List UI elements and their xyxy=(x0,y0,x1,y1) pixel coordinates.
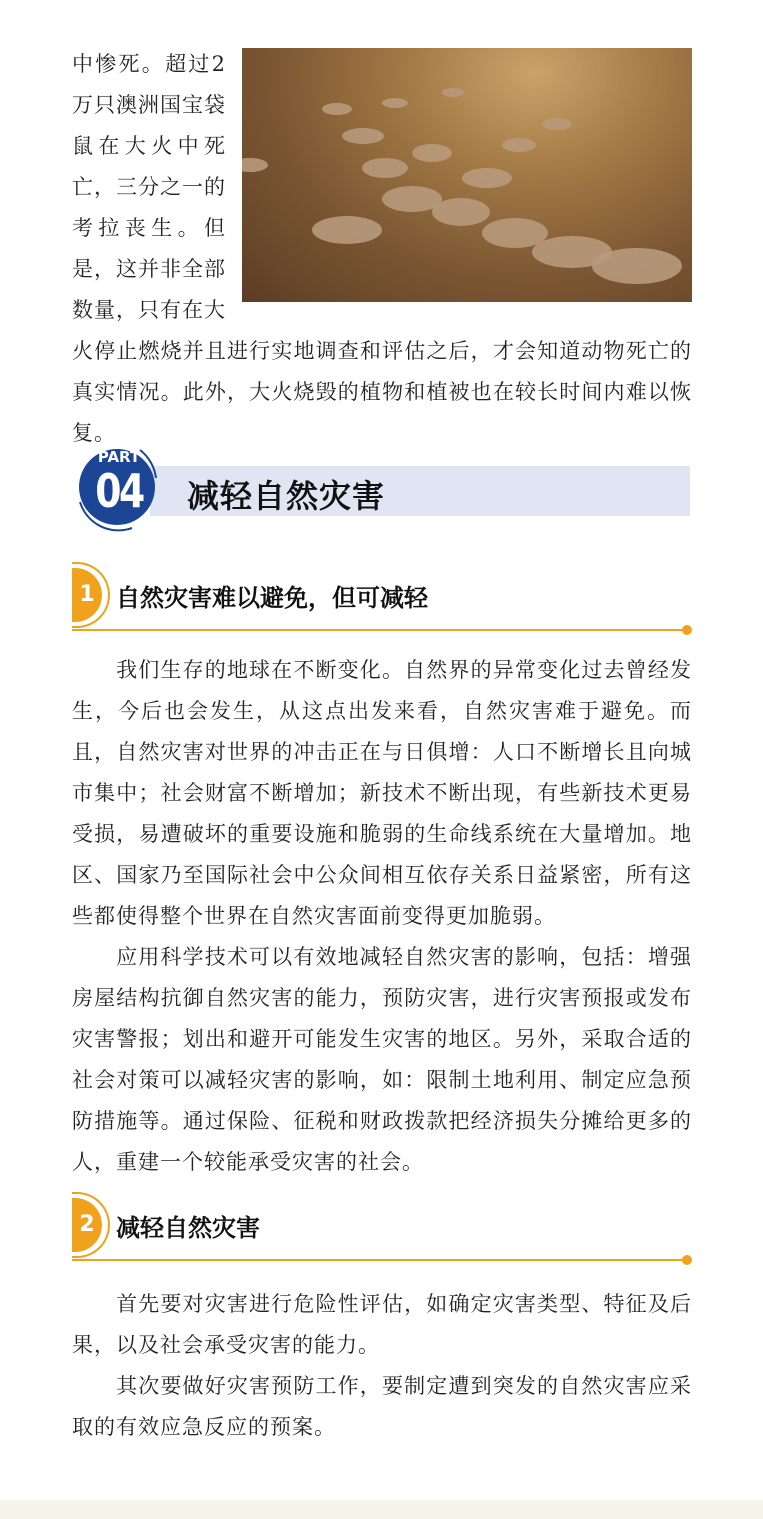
part-number: 04 xyxy=(95,464,143,518)
bushfire-animals-photo xyxy=(242,48,692,302)
section-1-paragraph-2: 应用科学技术可以有效地减轻自然灾害的影响，包括：增强房屋结构抗御自然灾害的能力，预防灾害，进行灾害预报或发布灾害警报；划出和避开可能发生灾害的地区。另外，采取合适的社会对策可以减轻灾害的影响，如：限制土地利用、制定应急预防措施等。通过保险、征税和财政拨款把经济损失分摊给更多的人，重建一个较能承受灾害的社会。 xyxy=(72,945,692,1174)
intro-block xyxy=(72,44,692,454)
part-title: 减轻自然灾害 xyxy=(187,477,386,515)
section-2-number: 2 xyxy=(72,1198,102,1252)
part-header xyxy=(72,436,692,536)
intro-text: 中惨死。超过2万只澳洲国宝袋鼠在大火中死亡，三分之一的考拉丧生。但是，这并非全部数量，只有在大火停止燃烧并且进行实地调查和评估之后，才会知道动物死亡的真实情况。此外，大火烧毁的植物和植被也在较长时间内难以恢复。 xyxy=(72,52,692,445)
section-2-dot-icon xyxy=(682,1255,692,1265)
footer-band xyxy=(0,1500,763,1519)
section-1-title: 自然灾害难以避免，但可减轻 xyxy=(116,584,428,612)
section-1-rule xyxy=(72,629,686,631)
part-label: PART xyxy=(97,448,141,466)
section-1-dot-icon xyxy=(682,625,692,635)
section-2-paragraph-1: 首先要对灾害进行危险性评估，如确定灾害类型、特征及后果，以及社会承受灾害的能力。 xyxy=(72,1292,692,1357)
section-1-number: 1 xyxy=(72,568,102,622)
section-2-title: 减轻自然灾害 xyxy=(116,1214,260,1242)
section-2-paragraph-2: 其次要做好灾害预防工作，要制定遭到突发的自然灾害应采取的有效应急反应的预案。 xyxy=(72,1374,692,1439)
section-2-body xyxy=(72,1284,692,1448)
section-2-rule xyxy=(72,1259,686,1261)
section-1-body xyxy=(72,650,692,1183)
section-1-paragraph-1: 我们生存的地球在不断变化。自然界的异常变化过去曾经发生，今后也会发生，从这点出发来看，自然灾害难于避免。而且，自然灾害对世界的冲击正在与日俱增：人口不断增长且向城市集中；社会财富不断增加；新技术不断出现，有些新技术更易受损，易遭破坏的重要设施和脆弱的生命线系统在大量增加。地区、国家乃至国际社会中公众间相互依存关系日益紧密，所有这些都使得整个世界在自然灾害面前变得更加脆弱。 xyxy=(72,658,692,928)
section-2-header xyxy=(72,1196,694,1266)
section-1-header xyxy=(72,566,694,636)
